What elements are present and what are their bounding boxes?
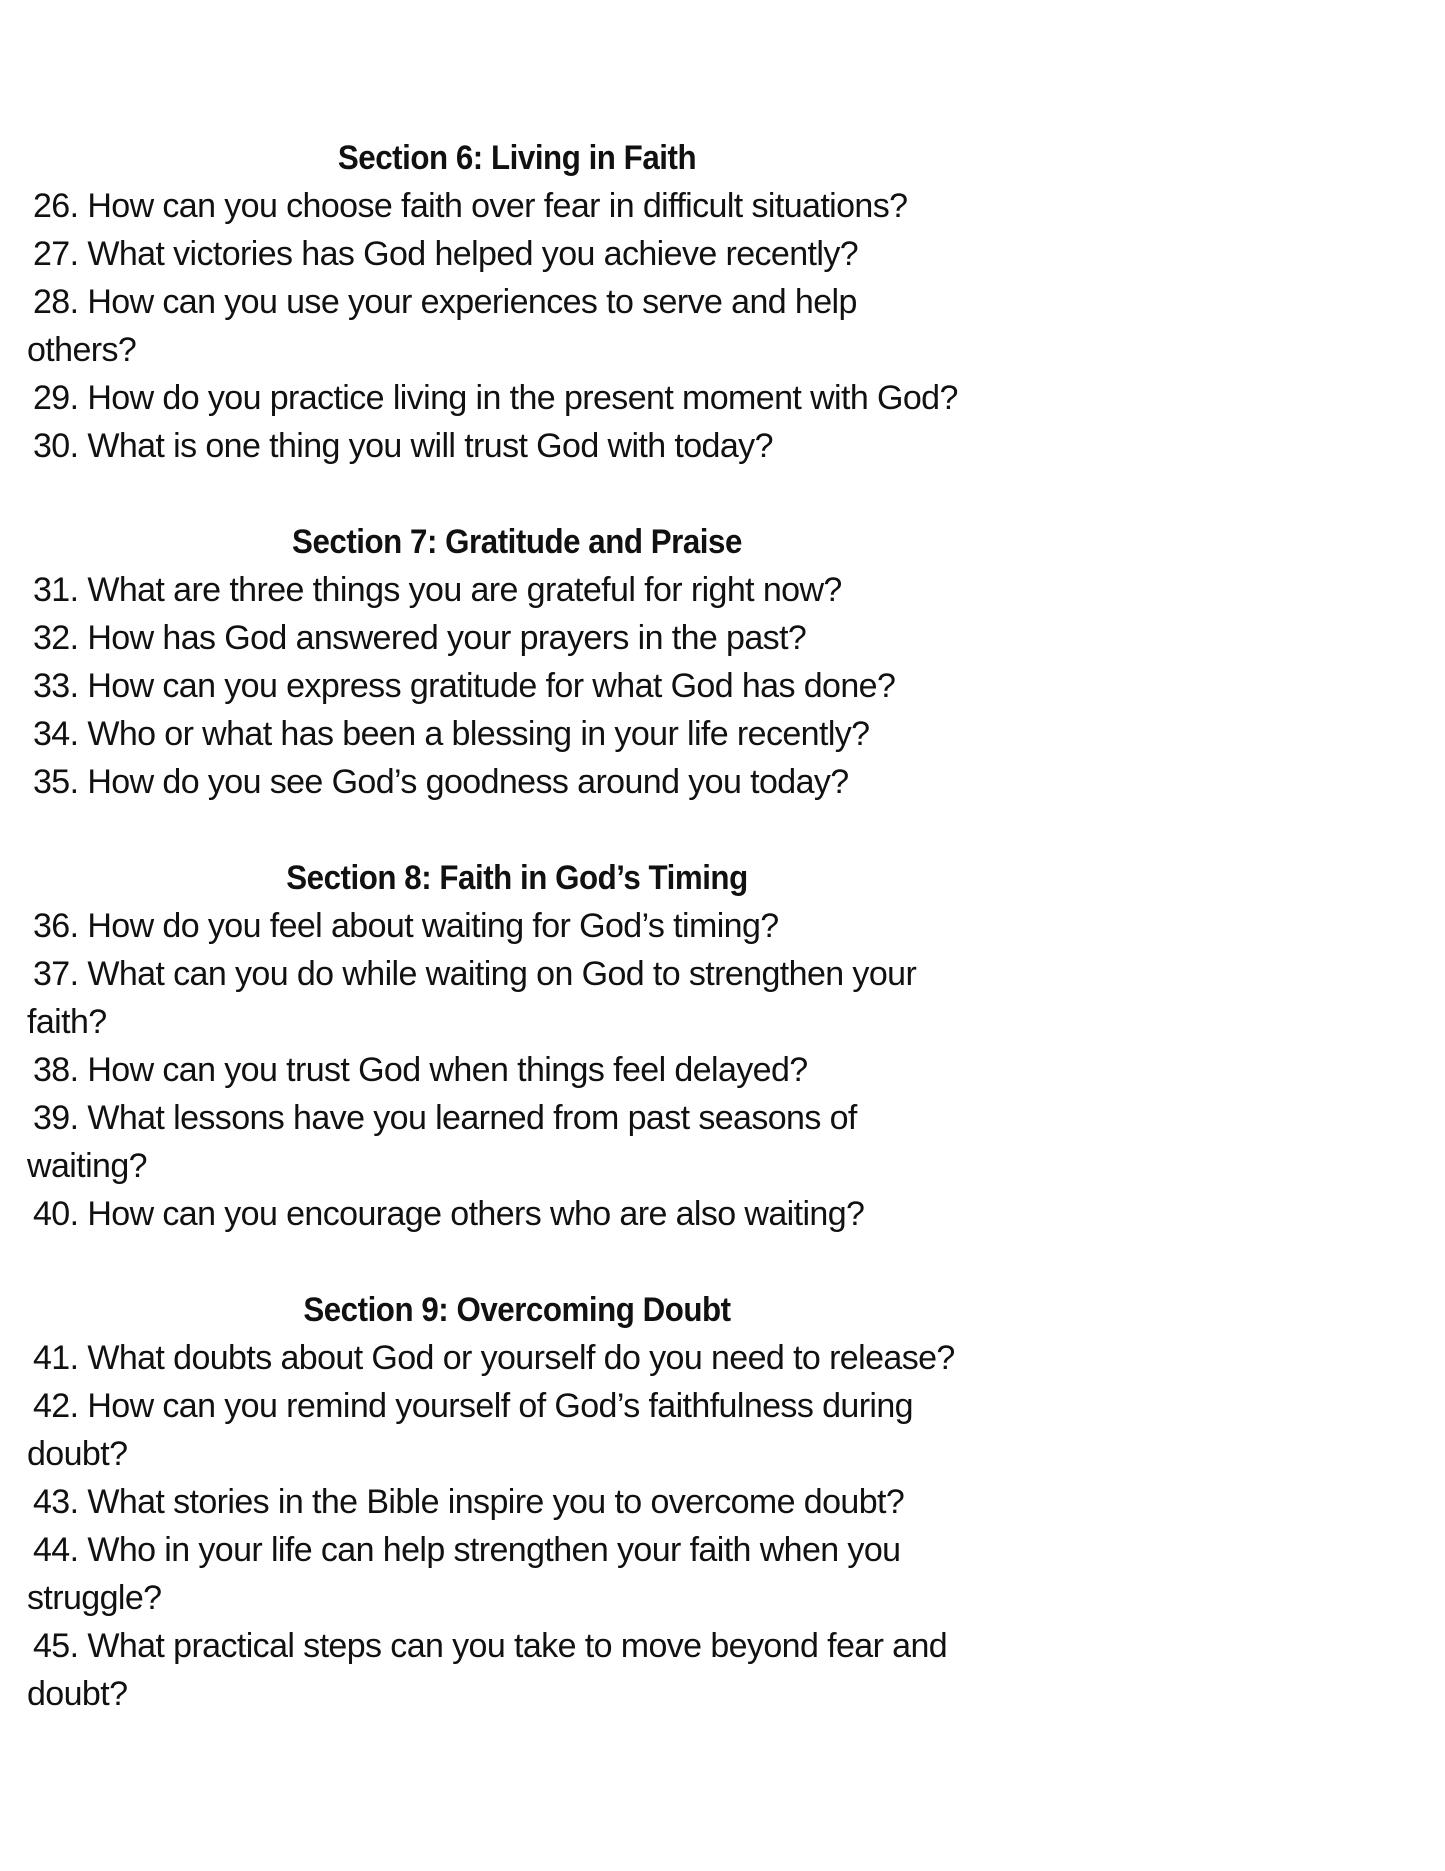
question-number: 37. (33, 955, 79, 993)
question-number: 45. (33, 1627, 79, 1665)
question-text: How can you encourage others who are also waiting? (87, 1195, 865, 1233)
question-item (27, 182, 1007, 230)
question-item (27, 710, 1007, 758)
question-text: What lessons have you learned from past seasons of (87, 1099, 857, 1137)
question-number: 31. (33, 571, 79, 609)
question-text: waiting? (27, 1147, 147, 1185)
question-continuation (27, 1670, 1007, 1718)
question-list (27, 182, 1007, 470)
question-item (27, 374, 1007, 422)
section (27, 134, 1007, 470)
question-text: What is one thing you will trust God with today? (87, 427, 773, 465)
question-text: How can you choose faith over fear in difficult situations? (87, 187, 908, 225)
question-number: 40. (33, 1195, 79, 1233)
question-text: What stories in the Bible inspire you to overcome doubt? (87, 1483, 905, 1521)
question-text: What doubts about God or yourself do you need to release? (87, 1339, 955, 1377)
question-text: How can you express gratitude for what God has done? (87, 667, 896, 705)
question-item (27, 1382, 1007, 1430)
question-number: 35. (33, 763, 79, 801)
question-item (27, 1094, 1007, 1142)
section (27, 1286, 1007, 1718)
question-text: How do you feel about waiting for God’s timing? (87, 907, 779, 945)
question-number: 27. (33, 235, 79, 273)
question-number: 39. (33, 1099, 79, 1137)
question-list (27, 566, 1007, 806)
question-item (27, 1478, 1007, 1526)
question-text: How can you use your experiences to serve and help (87, 283, 857, 321)
question-list (27, 1334, 1007, 1718)
question-text: doubt? (27, 1675, 128, 1713)
question-text: faith? (27, 1003, 107, 1041)
question-item (27, 1046, 1007, 1094)
question-number: 32. (33, 619, 79, 657)
question-item (27, 662, 1007, 710)
question-text: others? (27, 331, 137, 369)
question-number: 36. (33, 907, 79, 945)
question-text: What practical steps can you take to move beyond fear and (87, 1627, 948, 1665)
question-continuation (27, 1142, 1007, 1190)
question-item (27, 614, 1007, 662)
question-text: What victories has God helped you achieve recently? (87, 235, 859, 273)
question-number: 42. (33, 1387, 79, 1425)
question-number: 26. (33, 187, 79, 225)
question-text: Who in your life can help strengthen your faith when you (87, 1531, 901, 1569)
question-text: Who or what has been a blessing in your life recently? (87, 715, 870, 753)
section-title: Section 8: Faith in God’s Timing (286, 859, 748, 897)
question-item (27, 278, 1007, 326)
question-text: How has God answered your prayers in the past? (87, 619, 807, 657)
document-page (27, 134, 1007, 1718)
sections-container (27, 134, 1007, 1718)
section-title: Section 9: Overcoming Doubt (303, 1291, 731, 1329)
question-continuation (27, 1430, 1007, 1478)
section-title: Section 6: Living in Faith (337, 139, 697, 177)
question-text: struggle? (27, 1579, 162, 1617)
section (27, 518, 1007, 806)
question-number: 30. (33, 427, 79, 465)
question-item (27, 1526, 1007, 1574)
question-continuation (27, 998, 1007, 1046)
question-text: How can you remind yourself of God’s faithfulness during (87, 1387, 913, 1425)
question-text: How do you practice living in the present moment with God? (87, 379, 958, 417)
question-number: 34. (33, 715, 79, 753)
question-number: 28. (33, 283, 79, 321)
section-title: Section 7: Gratitude and Praise (292, 523, 742, 561)
question-item (27, 1190, 1007, 1238)
question-text: How can you trust God when things feel delayed? (87, 1051, 808, 1089)
question-item (27, 566, 1007, 614)
question-number: 43. (33, 1483, 79, 1521)
question-item (27, 1622, 1007, 1670)
question-number: 41. (33, 1339, 79, 1377)
question-text: What are three things you are grateful for right now? (87, 571, 842, 609)
question-list (27, 902, 1007, 1238)
question-item (27, 902, 1007, 950)
question-item (27, 1334, 1007, 1382)
question-item (27, 230, 1007, 278)
question-item (27, 758, 1007, 806)
section (27, 854, 1007, 1238)
question-number: 38. (33, 1051, 79, 1089)
question-continuation (27, 326, 1007, 374)
question-number: 29. (33, 379, 79, 417)
question-number: 44. (33, 1531, 79, 1569)
question-text: doubt? (27, 1435, 128, 1473)
question-text: What can you do while waiting on God to strengthen your (87, 955, 917, 993)
question-item (27, 950, 1007, 998)
question-continuation (27, 1574, 1007, 1622)
question-text: How do you see God’s goodness around you today? (87, 763, 849, 801)
question-item (27, 422, 1007, 470)
question-number: 33. (33, 667, 79, 705)
